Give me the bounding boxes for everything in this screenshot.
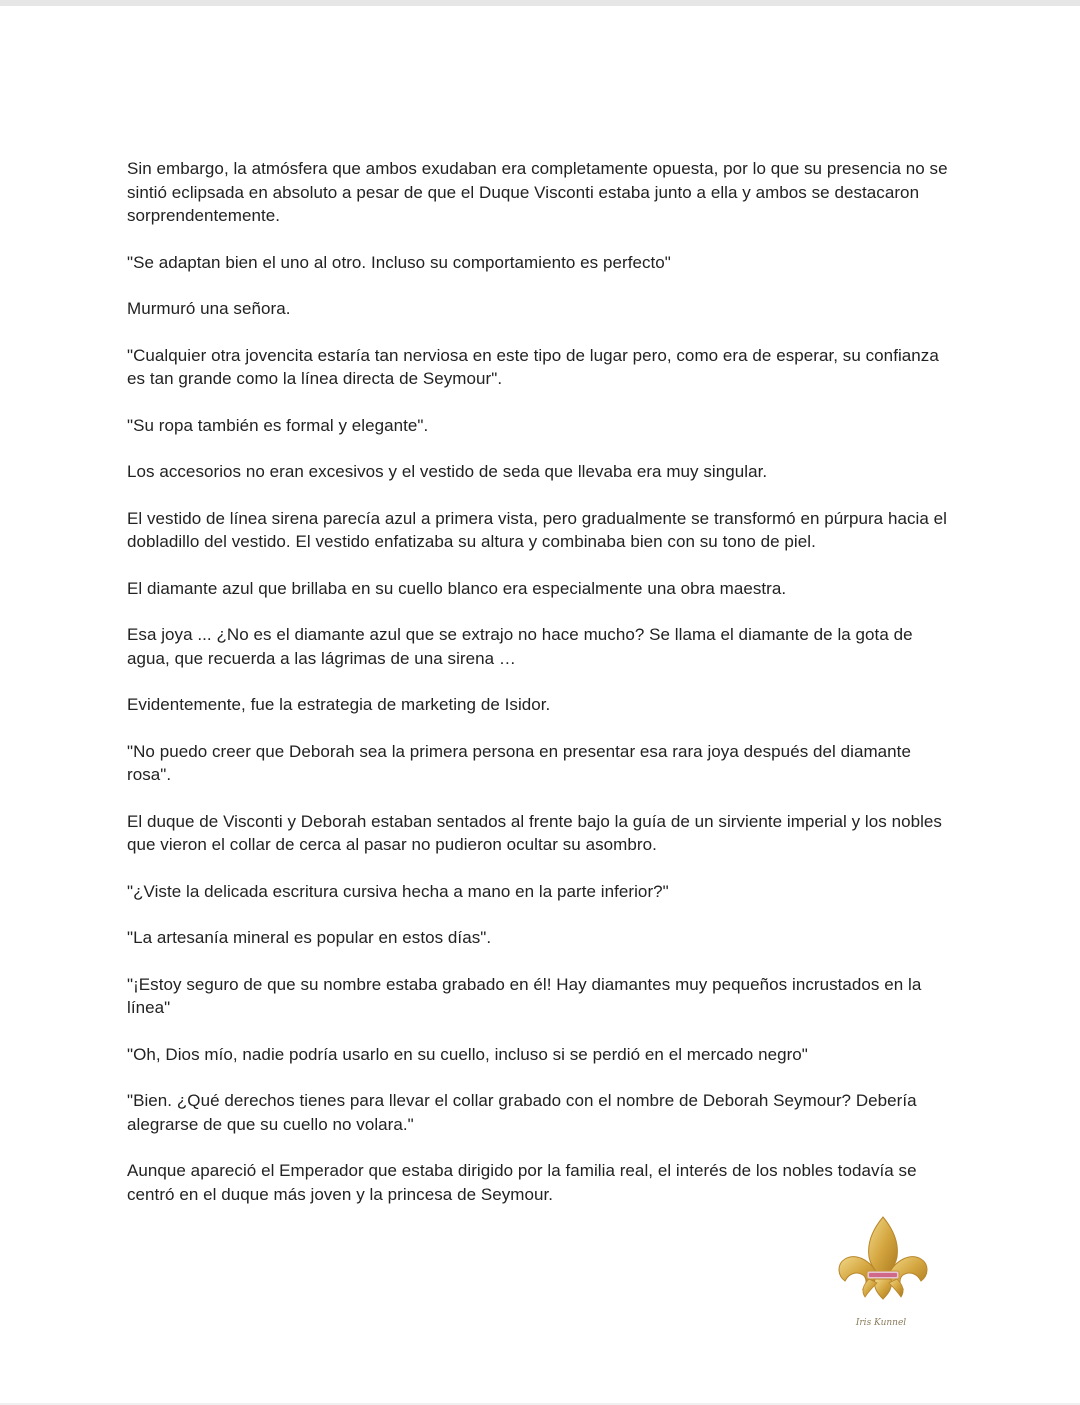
paragraph: El duque de Visconti y Deborah estaban sentados al frente bajo la guía de un sirviente imperial y los nobles que vieron el collar de cerca al pasar no pudieron ocultar su asombro. bbox=[127, 811, 942, 854]
paragraph: Esa joya ... ¿No es el diamante azul que se extrajo no hace mucho? Se llama el diamante de la gota de agua, que recuerda a las lágrimas de una sirena … bbox=[127, 625, 913, 668]
paragraph: El vestido de línea sirena parecía azul a primera vista, pero gradualmente se transformó en púrpura hacia el dobladillo del vestido. El vestido enfatizaba su altura y combinaba bien con su tono de piel. bbox=[127, 508, 947, 551]
document-body bbox=[127, 157, 957, 1229]
paragraph: Murmuró una señora. bbox=[127, 299, 291, 318]
paragraph: "La artesanía mineral es popular en estos días". bbox=[127, 928, 492, 947]
top-bar bbox=[0, 0, 1080, 6]
paragraph: El diamante azul que brillaba en su cuello blanco era especialmente una obra maestra. bbox=[127, 578, 787, 598]
paragraph: "No puedo creer que Deborah sea la primera persona en presentar esa rara joya después del diamante rosa". bbox=[127, 741, 911, 784]
fleur-de-lis-icon bbox=[833, 1215, 933, 1335]
paragraph: Sin embargo, la atmósfera que ambos exudaban era completamente opuesta, por lo que su presencia no se sintió eclipsada en absoluto a pesar de que el Duque Visconti estaba junto a ella y ambos se destacaron sorprendentemente. bbox=[127, 159, 948, 225]
logo-signature: Iris Kunnel bbox=[855, 1318, 907, 1328]
paragraph: "Cualquier otra jovencita estaría tan nerviosa en este tipo de lugar pero, como era de esperar, su confianza es tan grande como la línea directa de Seymour". bbox=[127, 345, 939, 388]
paragraph: "¿Viste la delicada escritura cursiva hecha a mano en la parte inferior?" bbox=[127, 881, 669, 901]
paragraph: "¡Estoy seguro de que su nombre estaba grabado en él! Hay diamantes muy pequeños incrustados en la línea" bbox=[127, 974, 922, 1017]
paragraph: "Su ropa también es formal y elegante". bbox=[127, 415, 429, 435]
paragraph: Evidentemente, fue la estrategia de marketing de Isidor. bbox=[127, 695, 551, 714]
paragraph: Aunque apareció el Emperador que estaba dirigido por la familia real, el interés de los nobles todavía se centró en el duque más joven y la princesa de Seymour. bbox=[127, 1161, 917, 1204]
paragraph: "Se adaptan bien el uno al otro. Incluso su comportamiento es perfecto" bbox=[127, 252, 671, 272]
paragraph: "Oh, Dios mío, nadie podría usarlo en su cuello, incluso si se perdió en el mercado negro" bbox=[127, 1044, 808, 1064]
paragraph: "Bien. ¿Qué derechos tienes para llevar el collar grabado con el nombre de Deborah Seymour? Debería alegrarse de que su cuello no volara." bbox=[127, 1091, 917, 1134]
paragraph: Los accesorios no eran excesivos y el vestido de seda que llevaba era muy singular. bbox=[127, 462, 768, 481]
fleur-de-lis-logo bbox=[833, 1215, 933, 1335]
